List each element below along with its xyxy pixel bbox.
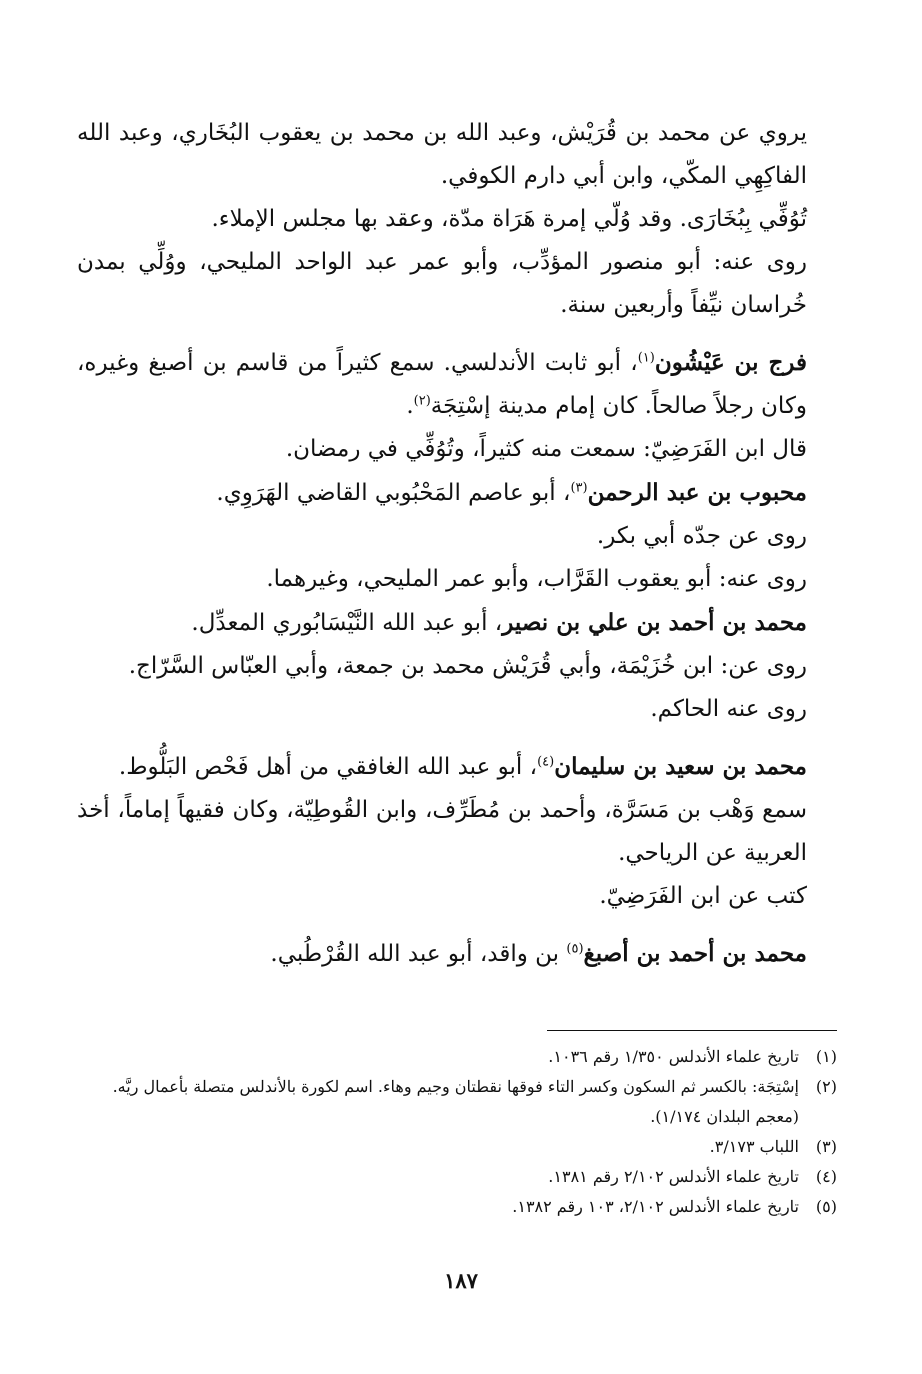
entry-heading: محمد بن أحمد بن علي بن نصير [502, 609, 807, 636]
paragraph: كتب عن ابن الفَرَضِيّ. [599, 883, 807, 909]
main-text [77, 112, 837, 976]
entry-heading: فرج بن عَيْشُون [654, 349, 807, 376]
footnote-number: (٤) [815, 1167, 837, 1186]
paragraph: روى عنه: أبو منصور المؤدِّب، وأبو عمر عبد الواحد المليحي، ووُلِّي بمدن خُراسان نيِّفاً وأربعين سنة. [77, 249, 807, 318]
footnote-text: اللباب ٣/١٧٣. [709, 1137, 799, 1156]
paragraph: روى عنه الحاكم. [650, 696, 807, 722]
footnote-ref: (٢) [413, 393, 431, 409]
footnote-text: تاريخ علماء الأندلس ٢/١٠٢ رقم ١٣٨١. [548, 1167, 799, 1186]
footnote [77, 1042, 837, 1072]
paragraph: سمع وَهْب بن مَسَرَّة، وأحمد بن مُطَرِّف، وابن القُوطِيّة، وكان فقيهاً إماماً، أخذ العربية عن الرياحي. [77, 797, 807, 866]
entry-muhammad-nusayr: محمد بن أحمد بن علي بن نصير، أبو عبد الله النَّيْسَابُوري المعدِّل. [191, 609, 807, 636]
footnote [77, 1132, 837, 1162]
footnote-ref: (٤) [537, 754, 555, 770]
footnote-divider [547, 1030, 837, 1031]
entry-mahbub: محبوب بن عبد الرحمن$^{(٣)}$، أبو عاصم المَحْبُوبي القاضي الهَرَوِي. [216, 479, 807, 506]
paragraph: قال ابن الفَرَضِيّ: سمعت منه كثيراً، وتُوُفِّي في رمضان. [285, 436, 807, 462]
entry-heading: محبوب بن عبد الرحمن [587, 479, 807, 506]
entry-faraj: فرج بن عَيْشُون$^{(١)}$، أبو ثابت الأندلسي. سمع كثيراً من قاسم بن أصبغ وغيره، وكان رجلاً صالحاً. كان إمام مدينة إسْتِجَة$^{(٢)}$. [77, 349, 807, 419]
footnote-ref: (٣) [570, 480, 588, 496]
paragraph: تُوُفِّي بِبُخَارَى. وقد وُلّي إمرة هَرَاة مدّة، وعقد بها مجلس الإملاء. [211, 206, 807, 232]
footnote [77, 1072, 837, 1132]
paragraph: روى عن جدّه أبي بكر. [596, 523, 807, 549]
footnote-number: (٣) [815, 1137, 837, 1156]
entry-muhammad-said: محمد بن سعيد بن سليمان$^{(٤)}$، أبو عبد الله الغافقي من أهل فَحْص البَلُّوط. [118, 753, 807, 780]
footnote-number: (١) [815, 1047, 837, 1066]
footnote [77, 1192, 837, 1222]
footnotes [77, 1042, 837, 1222]
footnote-number: (٢) [815, 1077, 837, 1096]
footnote-ref: (١) [637, 350, 655, 366]
entry-muhammad-asbagh: محمد بن أحمد بن أصبغ$^{(٥)}$ بن واقد، أبو عبد الله القُرْطُبي. [270, 940, 807, 967]
footnote-text: تاريخ علماء الأندلس ٢/١٠٢، ١٠٣ رقم ١٣٨٢. [512, 1197, 799, 1216]
footnote-text: إسْتِجَة: بالكسر ثم السكون وكسر التاء فوقها نقطتان وجيم وهاء. اسم لكورة بالأندلس متصلة بأعمال ريَّه. (معجم البلدان ١/١٧٤). [112, 1077, 799, 1126]
entry-heading: محمد بن أحمد بن أصبغ [583, 940, 807, 967]
entry-heading: محمد بن سعيد بن سليمان [554, 753, 807, 780]
page-number: ١٨٧ [444, 1268, 478, 1293]
paragraph: روى عنه: أبو يعقوب القَرَّاب، وأبو عمر المليحي، وغيرهما. [266, 566, 807, 592]
footnote-number: (٥) [815, 1197, 837, 1216]
footnote-text: تاريخ علماء الأندلس ١/٣٥٠ رقم ١٠٣٦. [548, 1047, 799, 1066]
footnote-ref: (٥) [566, 941, 584, 957]
paragraph: يروي عن محمد بن قُرَيْش، وعبد الله بن محمد بن يعقوب البُخَاري، وعبد الله الفاكِهِي المكّي، وابن أبي دارم الكوفي. [77, 120, 807, 189]
footnote [77, 1162, 837, 1192]
paragraph: روى عن: ابن خُزَيْمَة، وأبي قُرَيْش محمد بن جمعة، وأبي العبّاس السَّرّاج. [128, 653, 807, 679]
